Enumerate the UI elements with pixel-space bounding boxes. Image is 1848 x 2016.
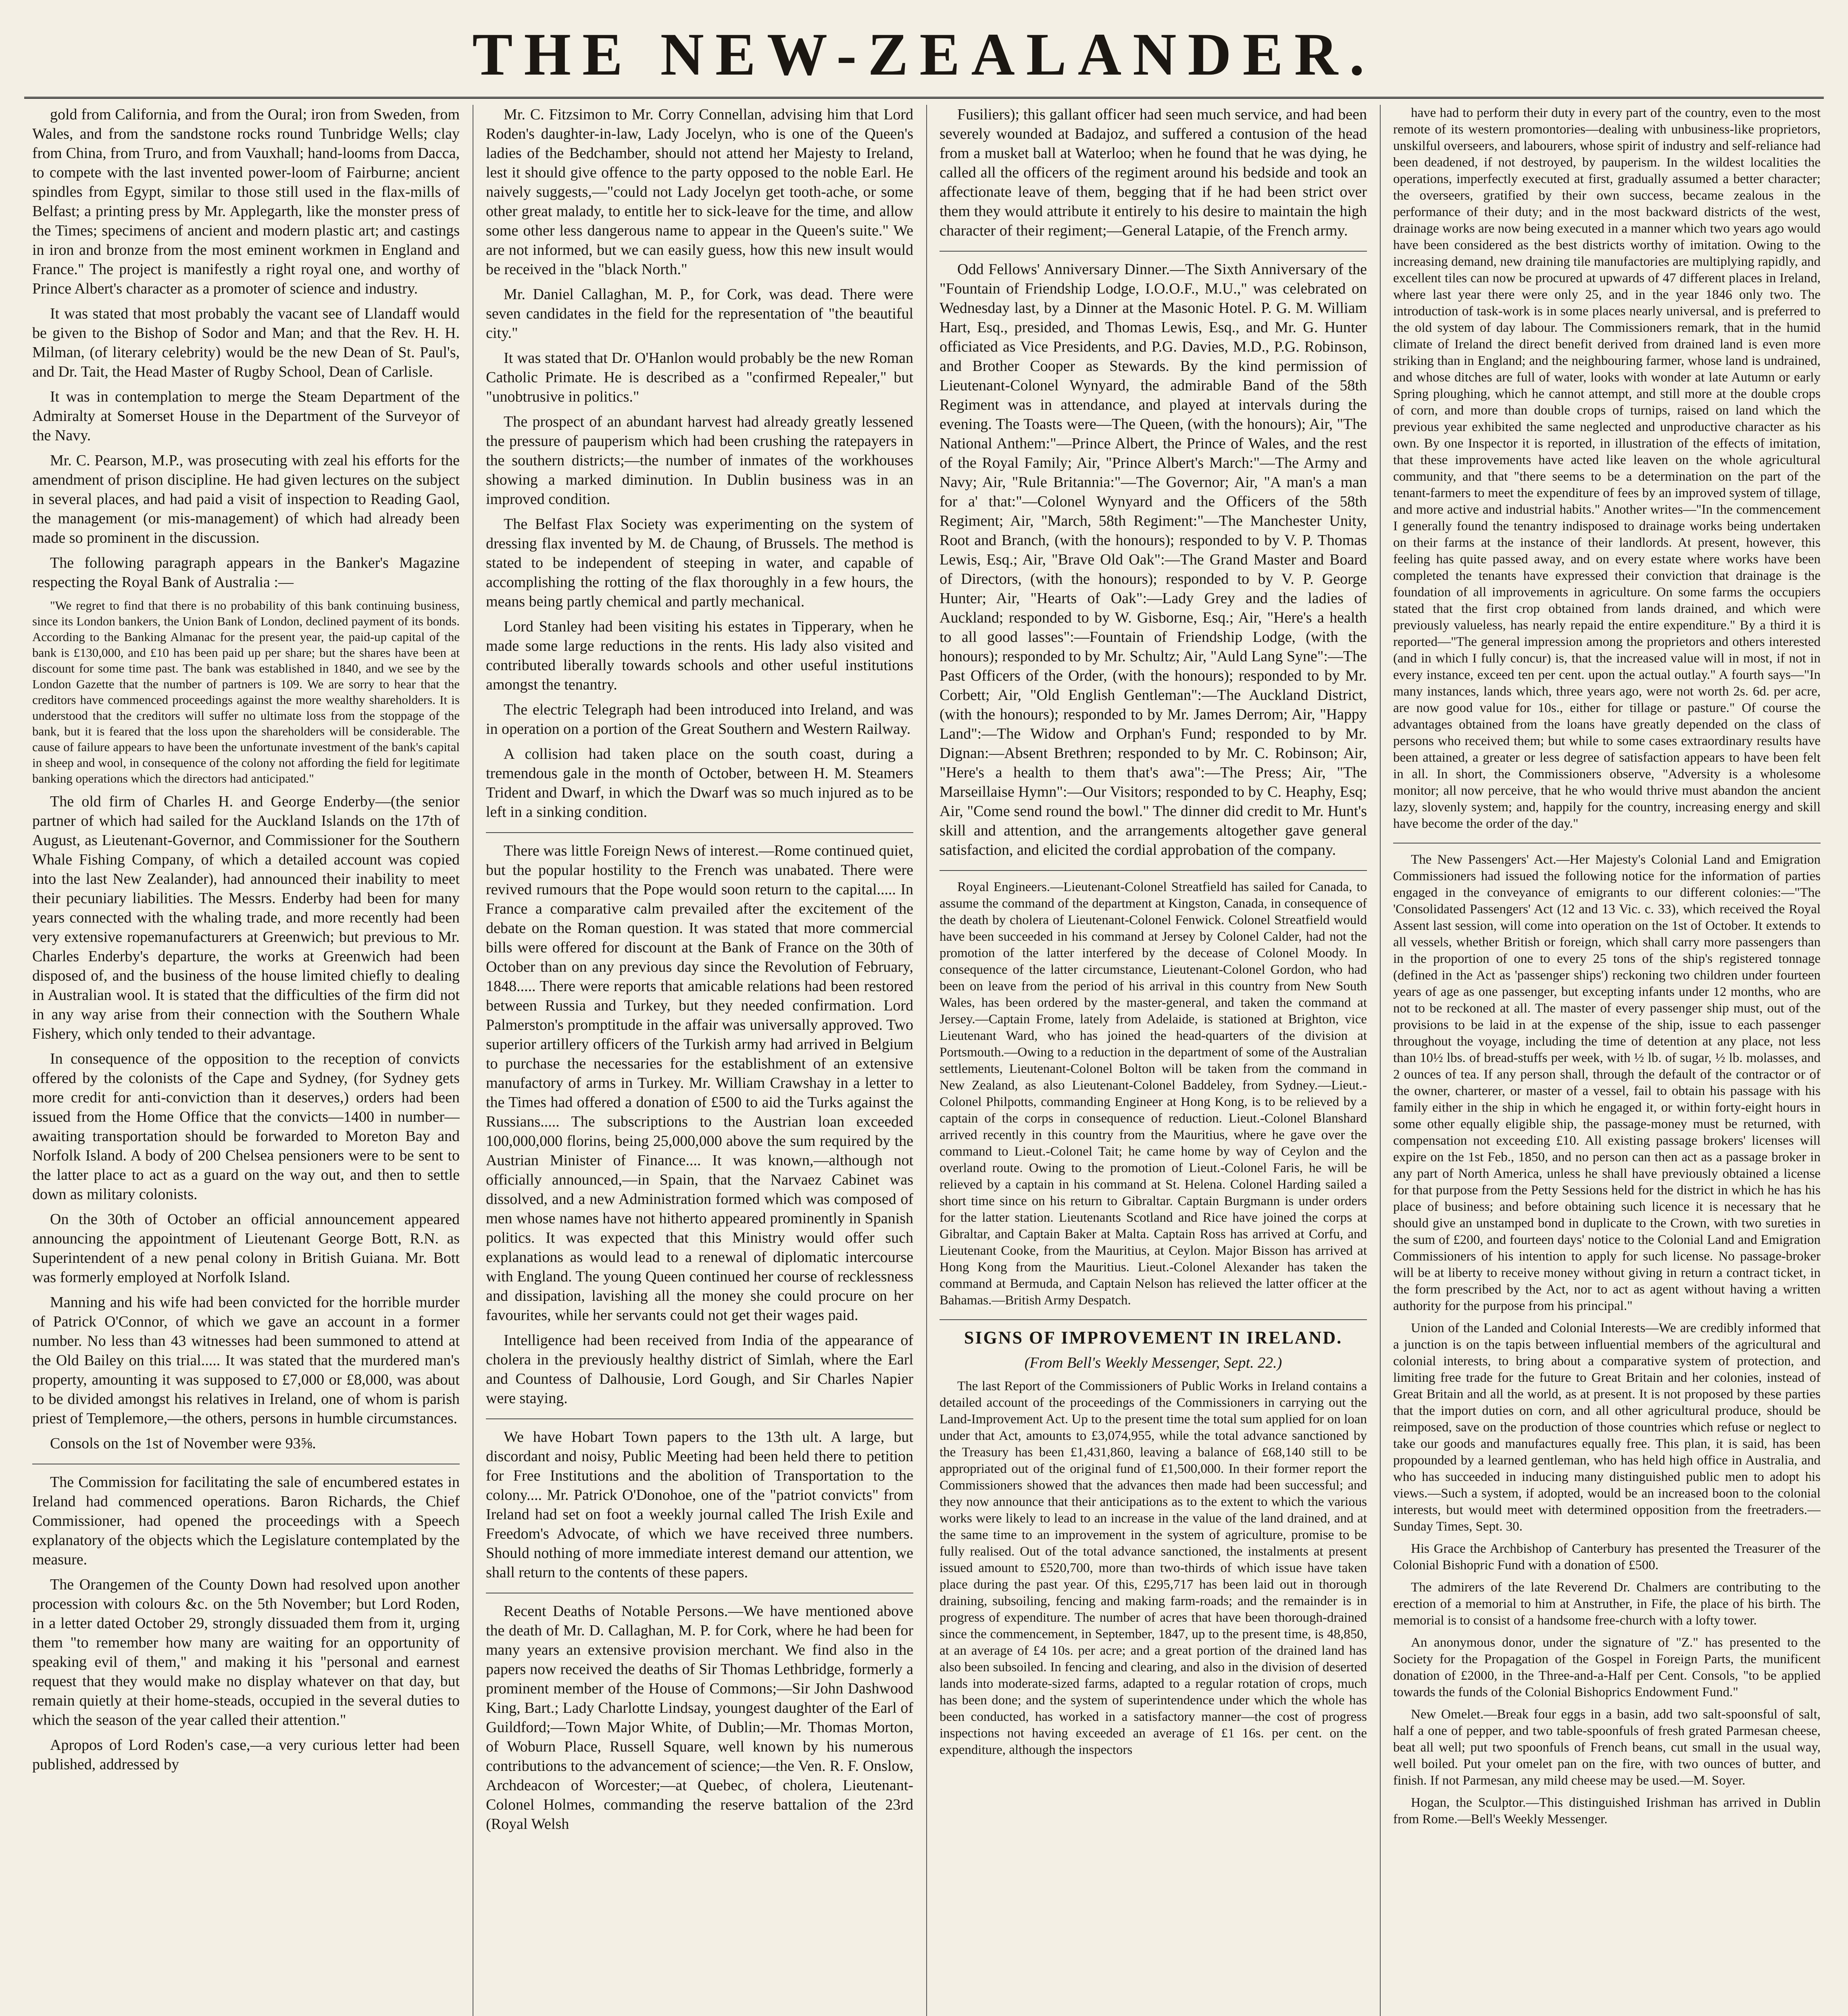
- article-paragraph: An anonymous donor, under the signature of "Z." has presented to the Society for the Propagation of the Gospel in Foreign Parts, the munificent donation of £2000, in the Three-and-a-Half per Cent. Consols, "to be applied towards the funds of the Colonial Bishoprics Endowment Fund.": [1393, 1635, 1821, 1699]
- column-1: [32, 105, 460, 2016]
- article-headline: SIGNS OF IMPROVEMENT IN IRELAND.: [964, 1328, 1343, 1347]
- article-paragraph: Intelligence had been received from India of the appearance of cholera in the previously healthy district of Simlah, where the Earl and Countess of Dalhousie, Lord Gough, and Sir Charles Napier were staying.: [486, 1332, 913, 1407]
- article-paragraph: The New Passengers' Act.—Her Majesty's Colonial Land and Emigration Commissioners had issued the following notice for the information of parties engaged in the conveyance of emigrants to our different colonies:—"The 'Consolidated Passengers' Act (12 and 13 Vic. c. 33), which received the Royal Assent last session, will come into operation on the 1st of October. It extends to all vessels, whether British or foreign, which shall carry more passengers than in the proportion of one to every 25 tons of the ship's registered tonnage (defined in the Act as 'passenger ships') reckoning two children under fourteen years of age as one passenger, but excepting infants under 12 months, who are not to be reckoned at all. The master of every passenger ship must, out of the provisions to be laid in at the expense of the ship, issue to each passenger throughout the voyage, including the time of detention at any place, not less than 10½ lbs. of bread-stuffs per week, with ½ lb. of sugar, ½ lb. molasses, and 2 ounces of tea. If any person shall, through the default of the contractor or of the owner, charterer, or master of a vessel, fail to obtain his passage with his family either in the ship in which he engaged it, or within forty-eight hours in some other equally eligible ship, the passage-money must be returned, with compensation not exceeding £10. All existing passage brokers' licenses will expire on the 1st Feb., 1850, and no person can then act as a passage broker in any part of North America, unless he shall have previously obtained a license for that purpose from the Petty Sessions held for the district in which he has his place of business; and before obtaining such licence it is necessary that he should give an unstamped bond in duplicate to the Crown, with two sureties in the sum of £200, and fourteen days' notice to the Colonial Land and Emigration Commissioners of his intention to apply for such license. No passage-broker will be at liberty to receive money without giving in return a contract ticket, in the form prescribed by the Act, nor to act as agent without having a written authority for the purpose from his principal.": [1393, 852, 1821, 1313]
- article-paragraph: The Belfast Flax Society was experimenting on the system of dressing flax invented by M. de Chaung, of Brussels. The method is stated to be independent of steeping in water, and capable of accomplishing the rotting of the flax thoroughly in a few hours, the means being partly chemical and partly mechanical.: [486, 516, 913, 610]
- section-divider: [940, 1319, 1367, 1320]
- article-paragraph: The old firm of Charles H. and George Enderby—(the senior partner of which had sailed for the Auckland Islands on the 17th of August, as Lieutenant-Governor, and Commissioner for the Southern Whale Fishing Company, of which a detailed account was copied into the last New Zealander), had announced their inability to meet their pecuniary liabilities. The Messrs. Enderby had been for many years connected with the whaling trade, and more recently had been very extensive ropemanufacturers at Greenwich; but previous to Mr. Charles Enderby's departure, the works at Greenwich had been disposed of, and the business of the house limited chiefly to dealing in Australian wool. It is stated that the difficulties of the firm did not in any way arise from their connection with the Southern Whale Fishery, which only tended to their advantage.: [32, 793, 460, 1042]
- article-paragraph: The Commission for facilitating the sale of encumbered estates in Ireland had commenced operations. Baron Richards, the Chief Commissioner, had opened the proceedings with a Speech explanatory of the objects which the Legislature contemplated by the measure.: [32, 1474, 460, 1568]
- article-paragraph: It was in contemplation to merge the Steam Department of the Admiralty at Somerset House in the Department of the Surveyor of the Navy.: [32, 388, 460, 444]
- article-paragraph: Mr. Daniel Callaghan, M. P., for Cork, was dead. There were seven candidates in the field for the representation of "the beautiful city.": [486, 286, 913, 342]
- column-4: [1393, 105, 1821, 2016]
- article-paragraph: The admirers of the late Reverend Dr. Chalmers are contributing to the erection of a memorial to him at Anstruther, in Fife, the place of his birth. The memorial is to consist of a handsome free-church with a lofty tower.: [1393, 1580, 1821, 1628]
- masthead: [24, 16, 1824, 99]
- article-paragraph: gold from California, and from the Oural; iron from Sweden, from Wales, and from the sandstone rocks round Tunbridge Wells; clay from China, from Truro, and from Vauxhall; hand-looms from Dacca, to compete with the last invented power-loom of Fairburne; ancient spindles from Egypt, similar to those still used in the flax-mills of Belfast; a printing press by Mr. Applegarth, like the monster press of the Times; specimens of ancient and modern plastic art; and castings in iron and bronze from the most eminent workmen in England and France." The project is manifestly a right royal one, and worthy of Prince Albert's character as a promoter of science and industry.: [32, 106, 460, 297]
- article-paragraph: Lord Stanley had been visiting his estates in Tipperary, when he made some large reductions in the rents. His lady also visited and contributed liberally towards schools and other useful institutions amongst the tenantry.: [486, 618, 913, 693]
- article-paragraph: The electric Telegraph had been introduced into Ireland, and was in operation on a portion of the Great Southern and Western Railway.: [486, 701, 913, 737]
- article-paragraph: Odd Fellows' Anniversary Dinner.—The Sixth Anniversary of the "Fountain of Friendship Lodge, I.O.O.F., M.U.," was celebrated on Wednesday last, by a Dinner at the Masonic Hotel. P. G. M. William Hart, Esq., presided, and Thomas Lewis, Esq., and Mr. G. Hunter officiated as Vice Presidents, and P.G. Davies, M.D., P.G. Robinson, and Brother Cooper as Stewards. By the kind permission of Lieutenant-Colonel Wynyard, the admirable Band of the 58th Regiment was in attendance, and played at intervals during the evening. The Toasts were—The Queen, (with the honours); Air, "The National Anthem:"—Prince Albert, the Prince of Wales, and the rest of the Royal Family; Air, "Prince Albert's March:"—The Army and Navy; Air, "Rule Britannia:"—The Governor; Air, "A man's a man for a' that:"—Colonel Wynyard and the Officers of the 58th Regiment; Air, "March, 58th Regiment:"—The Manchester Unity, Root and Branch, (with the honours); responded to by V. P. Thomas Lewis, Esq.; Air, "Brave Old Oak":—The Grand Master and Board of Directors, (with the honours); responded to by V. P. George Hunter; Air, "Hearts of Oak":—Lady Grey and the ladies of Auckland; responded to by W. Gisborne, Esq.; Air, "Here's a health to all good lasses":—Fountain of Friendship Lodge, (with the honours); responded to by Mr. Schultz; Air, "Auld Lang Syne":—The Past Officers of the Order, (with the honours); responded to by Mr. Corbett; Air, "Old English Gentleman":—The Auckland District, (with the honours); responded to by Mr. James Derrom; Air, "Happy Land":—The Widow and Orphan's Fund; responded to by Mr. Dignan:—Absent Brethren; responded to by Mr. C. Robinson; Air, "Here's a health to them that's awa":—The Press; Air, "The Marseillaise Hymn":—Our Visitors; responded to by C. Heaphy, Esq; Air, "Come send round the bowl." The dinner did credit to Mr. Hunt's skill and attention, and the arrangements altogether gave general satisfaction, and elicited the cordial approbation of the company.: [940, 261, 1367, 858]
- article-paragraph: The Orangemen of the County Down had resolved upon another procession with colours &c. on the 5th November; but Lord Roden, in a letter dated October 29, strongly dissuaded them from it, urging them "to remember how many are waiting for an opportunity of speaking evil of them," and making it his "personal and earnest request that they would make no display whatever on that day, but remain quietly at their home-steads, occupied in the several duties to which the season of the year called their attention.": [32, 1576, 460, 1729]
- article-source: (From Bell's Weekly Messenger, Sept. 22.): [1024, 1354, 1282, 1371]
- article-paragraph: Manning and his wife had been convicted for the horrible murder of Patrick O'Connor, of which we gave an account in a former number. No less than 43 witnesses had been summoned to attend at the Old Bailey on this trial..... It was stated that the murdered man's property, amounting it was supposed to £7,000 or £8,000, was about to be divided amongst his relatives in Ireland, one of whom is parish priest of Templemore,—the others, persons in humble circumstances.: [32, 1294, 460, 1427]
- article-paragraph: The last Report of the Commissioners of Public Works in Ireland contains a detailed account of the proceedings of the Commissioners in carrying out the Land-Improvement Act. Up to the present time the total sum applied for on loan under that Act, amounts to £3,074,955, while the total advance sanctioned by the Treasury has been £1,431,860, leaving a balance of £68,140 still to be appropriated out of the original fund of £1,500,000. In their former report the Commissioners showed that the advances then made had been successful; and they now announce that their anticipations as to the extent to which the various works were likely to lead to an increase in the value of the land drained, and at the same time to an improvement in the system of agriculture, promise to be fully realised. Out of the total advance sanctioned, the instalments at present issued amount to £520,700, more than two-thirds of which issue have taken place during the past year. Of this, £295,717 has been laid out in thorough draining, subsoiling, fencing and making farm-roads; and the remainder is in progress of expenditure. The number of acres that have been thorough-drained since the commencement, in September, 1847, up to the present time, is 48,850, at an average of £4 10s. per acre; and a great portion of the drained land has also been subsoiled. In fencing and clearing, and also in the division of deserted lands into moderate-sized farms, adapted to a regular rotation of crops, much has been done; and the system of superintendence under which the whole has been conducted, has worked in a satisfactory manner—the cost of progress inspections not having exceeded an average of £1 16s. per cent. on the expenditure, although the inspectors: [940, 1379, 1367, 1757]
- article-paragraph: Union of the Landed and Colonial Interests—We are credibly informed that a junction is on the tapis between influential members of the agricultural and colonial interests, to bring about a comparative system of protection, and limiting free trade for the future to Great Britain and her colonies, instead of Great Britain and all the world, as at present. It is not proposed by these parties that the import duties on corn, and all other agricultural produce, should be reimposed, save on the production of those countries which refuse or neglect to take our goods and manufactures equally free. This plan, it is said, has been propounded by a learned gentleman, who has held high office in Australia, and who has succeeded in inducing many distinguished public men to adopt his views.—Such a system, if adopted, would be an increased boon to the colonial interests, but would meet with determined opposition from the freetraders.—Sunday Times, Sept. 30.: [1393, 1321, 1821, 1534]
- article-paragraph: His Grace the Archbishop of Canterbury has presented the Treasurer of the Colonial Bishopric Fund with a donation of £500.: [1393, 1541, 1821, 1572]
- section-divider: [940, 251, 1367, 252]
- column-2: [486, 105, 913, 2016]
- article-paragraph: New Omelet.—Break four eggs in a basin, add two salt-spoonsful of salt, half a one of pepper, and two table-spoonfuls of fresh grated Parmesan cheese, beat all well; put two spoonfuls of French beans, cut small in the usual way, well boiled. Put your omelet pan on the fire, with two ounces of butter, and finish. If not Parmesan, any mild cheese may be used.—M. Soyer.: [1393, 1707, 1821, 1788]
- column-3: [940, 105, 1367, 2016]
- article-paragraph: "We regret to find that there is no probability of this bank continuing business, since its London bankers, the Union Bank of London, declined payment of its bonds. According to the Banking Almanac for the present year, the paid-up capital of the bank is £130,000, and £10 has been paid up per share; but the shares have been at discount for some time past. The bank was established in 1840, and we see by the London Gazette that the number of partners is 109. We are sorry to hear that the creditors have commenced proceedings against the more wealthy shareholders. It is understood that the creditors will suffer no ultimate loss from the stoppage of the bank, but it is feared that the loss upon the shareholders will be considerable. The cause of failure appears to have been the unfortunate investment of the bank's capital in sheep and wool, in consequence of the colony not affording the field for legitimate banking operations which the directors had anticipated.": [32, 598, 460, 785]
- newspaper-title: THE NEW-ZEALANDER.: [472, 21, 1376, 88]
- article-paragraph: We have Hobart Town papers to the 13th ult. A large, but discordant and noisy, Public Meeting had been held there to petition for Free Institutions and the abolition of Transportation to the colony.... Mr. Patrick O'Donohoe, one of the "patriot convicts" from Ireland had set on foot a weekly journal called The Irish Exile and Freedom's Advocate, of which we have received three numbers. Should nothing of more immediate interest demand our attention, we shall return to the contents of these papers.: [486, 1429, 913, 1581]
- section-divider: [940, 870, 1367, 871]
- article-paragraph: Mr. C. Pearson, M.P., was prosecuting with zeal his efforts for the amendment of prison discipline. He had given lectures on the subject in several places, and had paid a visit of inspection to Reading Gaol, the management (or mis-management) of which had already been made so prominent in the discussion.: [32, 452, 460, 546]
- article-paragraph: Consols on the 1st of November were 93⅝.: [50, 1435, 316, 1452]
- article-paragraph: On the 30th of October an official announcement appeared announcing the appointment of Lieutenant George Bott, R.N. as Superintendent of a new penal colony in British Guiana. Mr. Bott was formerly employed at Norfolk Island.: [32, 1211, 460, 1286]
- article-paragraph: Mr. C. Fitzsimon to Mr. Corry Connellan, advising him that Lord Roden's daughter-in-law, Lady Jocelyn, who is one of the Queen's ladies of the Bedchamber, should not attend her Majesty to Ireland, lest it should give offence to the party opposed to the noble Earl. He naively suggests,—"could not Lady Jocelyn get tooth-ache, or some other great malady, to entitle her to sick-leave for the time, and allow some other less dangerous name to appear in the Queen's suite." We are not informed, but we can easily guess, how this new insult would be received in the "black North.": [486, 106, 913, 278]
- column-divider: [1380, 105, 1381, 2016]
- article-paragraph: Apropos of Lord Roden's case,—a very curious letter had been published, addressed by: [32, 1737, 460, 1773]
- article-paragraph: have had to perform their duty in every part of the country, even to the most remote of its western promontories—dealing with unbusiness-like proprietors, unskilful overseers, and labourers, whose spirit of industry and self-reliance had been deadened, if not destroyed, by pauperism. In the wildest localities the operations, imperfectly executed at first, gradually assumed a better character; the overseers, gratified by their own success, became zealous in the performance of their duty; and in the most backward districts of the west, drainage works are now being executed in a manner which two years ago would have been considered as the best districts worthy of imitation. Owing to the increasing demand, new draining tile manufactories are multiplying rapidly, and excellent tiles can now be procured at upwards of 47 different places in Ireland, where last year there were only 25, and in the year 1846 only two. The introduction of task-work is in some places nearly universal, and is preferred to the old system of day labour. The Commissioners remark, that in the humid climate of Ireland the direct benefit derived from drained land is even more striking than in England; and the neighbouring farmer, whose land is undrained, and whose ditches are full of water, looks with wonder at late Autumn or early Spring ploughing, which he cannot attempt, and still more at the double crops of corn, and more than double crops of turnips, raised on land which the previous year exhibited the same neglected and unproductive character as his own. By one Inspector it is reported, in illustration of the effects of imitation, that these improvements have acted like leaven on the whole agricultural community, and that "there seems to be a determination on the part of the tenant-farmers to meet the expenditure of fees by an improved system of tillage, and more active and industrial habits." Another writes—"In the commencement I generally found the tenantry indisposed to drainage works being undertaken on their farms at the instance of their landlords. At present, however, this feeling has quite passed away, and on every estate where works have been completed the tenants have expressed their conviction that drainage is the foundation of all improvements in agriculture. On some farms the occupiers stated that the first crop obtained from lands drained, and which were previously valueless, has nearly repaid the entire expenditure." By a third it is reported—"The general impression among the proprietors and others interested (and in which I fully concur) is, that the increased value will in most, if not in every instance, exceed ten per cent. upon the actual outlay." A fourth says—"In many instances, lands which, three years ago, were not worth 2s. 6d. per acre, are now good value for 10s., either for tillage or pasture." Of course the advantages obtained from the loans have greatly depended on the class of persons who received them; but while to some cases extraordinary results have been attained, a greater or less degree of satisfaction appears to have been felt in all. In short, the Commissioners observe, "Adversity is a wholesome monitor; all now perceive, that he who would thrive must abandon the ancient lazy, slovenly system; and, happily for the country, increasing energy and skill have become the order of the day.": [1393, 106, 1821, 831]
- article-paragraph: It was stated that most probably the vacant see of Llandaff would be given to the Bishop of Sodor and Man; and that the Rev. H. H. Milman, (of literary celebrity) would be the new Dean of St. Paul's, and Dr. Tait, the Head Master of Rugby School, Dean of Carlisle.: [32, 305, 460, 380]
- article-paragraph: The prospect of an abundant harvest had already greatly lessened the pressure of pauperism which had been crushing the ratepayers in the southern districts;—the number of inmates of the workhouses showing a marked diminution. In Dublin business was in an improved condition.: [486, 413, 913, 508]
- section-divider: [486, 832, 913, 833]
- columns-container: [32, 105, 1823, 2016]
- article-paragraph: Royal Engineers.—Lieutenant-Colonel Streatfield has sailed for Canada, to assume the command of the department at Kingston, Canada, in consequence of the death by cholera of Lieutenant-Colonel Fenwick. Colonel Streatfield would have been succeeded in his command at Jersey by Colonel Calder, had not the promotion of the latter interfered by the decease of Colonel Moody. In consequence of the latter circumstance, Lieutenant-Colonel Gordon, who had been on leave from the period of his arrival in this country from New South Wales, has been ordered by the master-general, and taken the command at Jersey.—Captain Frome, lately from Adelaide, is stationed at Brighton, vice Lieutenant Ward, who has joined the head-quarters of the division at Portsmouth.—Owing to a reduction in the department of some of the Australian settlements, Lieutenant-Colonel Bolton will be taken from the command in New Zealand, as also Lieutenant-Colonel Baddeley, from Sydney.—Lieut.-Colonel Philpotts, commanding Engineer at Hong Kong, is to be relieved by a captain of the corps in consequence of reduction. Lieut.-Colonel Blanshard arrived recently in this country from the Mauritius, where he gave over the command to Lieut.-Colonel Tait; he came home by way of Ceylon and the overland route. Owing to the promotion of Lieut.-Colonel Faris, he will be relieved by a captain in his command at St. Helena. Colonel Harding sailed a short time since on his return to Gibraltar. Captain Burgmann is under orders for the latter station. Lieutenants Scotland and Rice have joined the corps at Gibraltar, and Captain Baker at Malta. Captain Ross has arrived at Corfu, and Lieutenant Cooke, from the Mauritius, at Ceylon. Major Bisson has arrived at Hong Kong from the Mauritius. Lieut.-Colonel Alexander has taken the command at Bermuda, and Captain Nelson has relieved the latter officer at the Bahamas.—British Army Despatch.: [940, 880, 1367, 1308]
- article-paragraph: There was little Foreign News of interest.—Rome continued quiet, but the popular hostility to the French was unabated. There were revived rumours that the Pope would soon return to the capital..... In France a comparative calm prevailed after the excitement of the debate on the Roman question. It was stated that more commercial bills were offered for discount at the Bank of France on the 30th of October than on any previous day since the Revolution of February, 1848..... There were reports that amicable relations had been restored between Russia and Turkey, but they needed confirmation. Lord Palmerston's promptitude in the affair was universally approved. Two superior artillery officers of the Turkish army had arrived in Belgium to purchase the necessaries for the establishment of an extensive manufactory of arms in Turkey. Mr. William Crawshay in a letter to the Times had offered a donation of £500 to aid the Turks against the Russians..... The subscriptions to the Austrian loan exceeded 100,000,000 florins, being 25,000,000 above the sum required by the Austrian Minister of Finance.... It was known,—although not officially announced,—in Spain, that the Narvaez Cabinet was dissolved, and a new Administration formed which was composed of men whose names have not hitherto appeared prominently in Spanish politics. It was expected that this Ministry would offer such explanations as would lead to a renewal of diplomatic intercourse with England. The young Queen continued her course of recklessness and dissipation, lavishing all the money she could procure on her favourites, while her servants could not get their wages paid.: [486, 842, 913, 1324]
- article-paragraph: Hogan, the Sculptor.—This distinguished Irishman has arrived in Dublin from Rome.—Bell's Weekly Messenger.: [1393, 1795, 1821, 1826]
- article-paragraph: In consequence of the opposition to the reception of convicts offered by the colonists of the Cape and Sydney, (for Sydney gets more credit for anti-conviction than it deserves,) orders had been issued from the Home Office that the convicts—1400 in number—awaiting transportation should be forwarded to Moreton Bay and Norfolk Island. A body of 200 Chelsea pensioners were to be sent to the latter place to act as a guard on the way out, and then to settle down as military colonists.: [32, 1050, 460, 1203]
- column-divider: [926, 105, 927, 2016]
- article-paragraph: The following paragraph appears in the Banker's Magazine respecting the Royal Bank of Australia :—: [32, 554, 460, 591]
- section-divider: [486, 1418, 913, 1419]
- article-paragraph: It was stated that Dr. O'Hanlon would probably be the new Roman Catholic Primate. He is described as a "confirmed Repealer," but "unobtrusive in politics.": [486, 350, 913, 405]
- article-paragraph: Recent Deaths of Notable Persons.—We have mentioned above the death of Mr. D. Callaghan, M. P. for Cork, where he had been for many years an extensive provision merchant. We find also in the papers now received the deaths of Sir Thomas Lethbridge, formerly a prominent member of the House of Commons;—Sir John Dashwood King, Bart.; Lady Charlotte Lindsay, youngest daughter of the Earl of Guildford;—Town Major White, of Dublin;—Mr. Thomas Morton, of Woburn Place, Russell Square, well known by his numerous contributions to the advancement of science;—the Ven. R. F. Onslow, Archdeacon of Worcester;—at Quebec, of cholera, Lieutenant-Colonel Holmes, commanding the reserve battalion of the 23rd (Royal Welsh: [486, 1603, 913, 1833]
- article-paragraph: A collision had taken place on the south coast, during a tremendous gale in the month of October, between H. M. Steamers Trident and Dwarf, in which the Dwarf was so much injured as to be left in a sinking condition.: [486, 746, 913, 821]
- article-paragraph: Fusiliers); this gallant officer had seen much service, and had been severely wounded at Badajoz, and suffered a contusion of the head from a musket ball at Waterloo; when he found that he was dying, he called all the officers of the regiment around his bedside and took an affectionate leave of them, begging that if he had been strict over them they would attribute it entirely to his desire to maintain the high character of their regiment;—General Latapie, of the French army.: [940, 106, 1367, 239]
